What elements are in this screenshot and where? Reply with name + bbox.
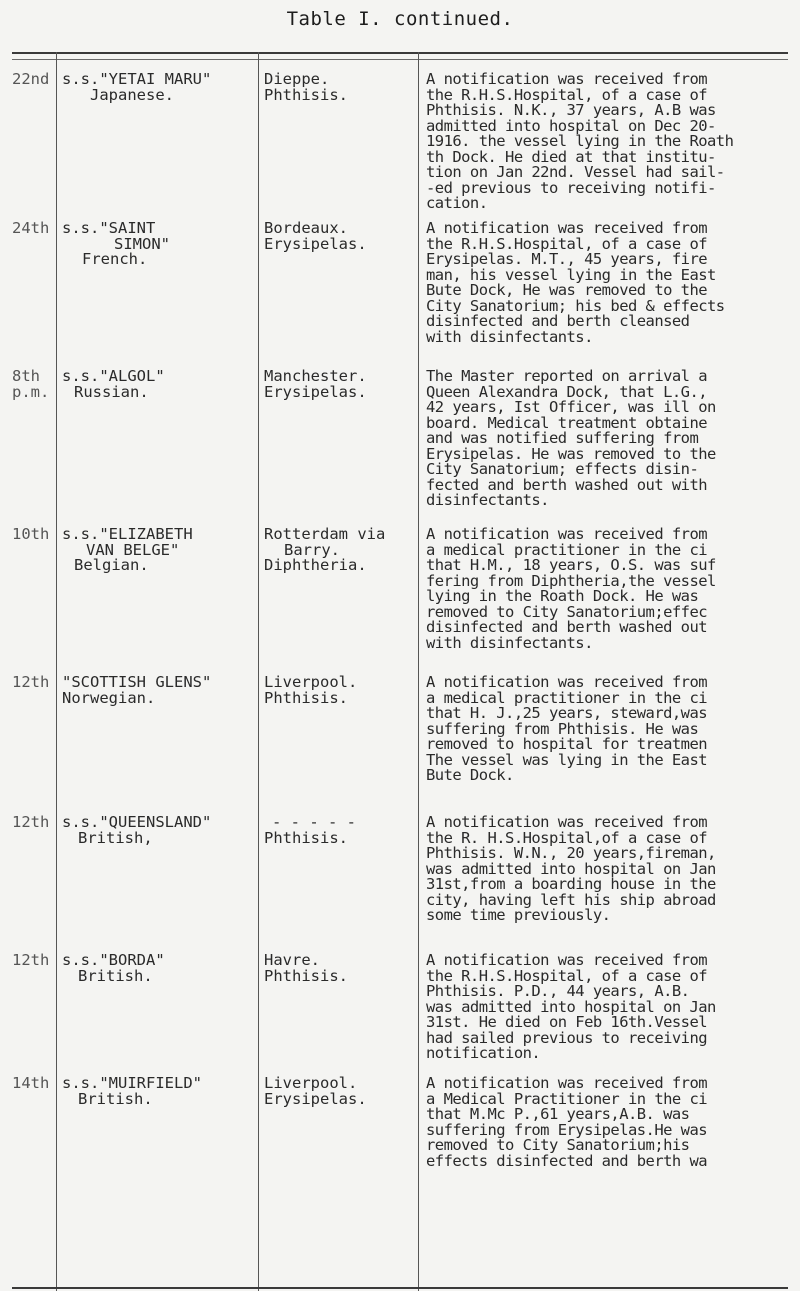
vessel-cell: s.s."YETAI MARU" Japanese. [62, 70, 212, 104]
remarks-cell: A notification was received from the R.H.S.Hospital, of a case of Erysipelas. M.T., 45 years, fire man, his vessel lying in the East Bute Dock, He was removed to the City Sanatorium; his bed & effects disinfected and berth cleansed with disinfectants. [426, 221, 725, 345]
port-disease-cell: Manchester. Erysipelas. [264, 367, 367, 401]
remarks-cell: A notification was received from a medical practitioner in the ci that H. J.,25 years, steward,was suffering from Phthisis. He was removed to hospital for treatmen The vessel was lying in the East Bute Dock. [426, 675, 708, 784]
remarks-cell: A notification was received from a Medical Practitioner in the ci that M.Mc P.,61 years,A.B. was suffering from Erysipelas.He was removed to City Sanatorium;his effects disinfected and berth wa [426, 1076, 708, 1169]
column-divider-port [418, 52, 419, 1291]
vessel-cell: s.s."BORDA" British. [62, 951, 165, 985]
port-disease-cell: Liverpool. Phthisis. [264, 673, 358, 707]
vessel-cell: s.s."MUIRFIELD" British. [62, 1074, 202, 1108]
vessel-cell: s.s."ELIZABETH VAN BELGE" Belgian. [62, 525, 193, 574]
table-top-rule [12, 52, 788, 54]
table-top-rule-2 [12, 59, 788, 60]
remarks-cell: A notification was received from the R. H.S.Hospital,of a case of Phthisis. W.N., 20 years,fireman, was admitted into hospital on Jan 31st,from a boarding house in the city, having left his ship abroad some time previously. [426, 815, 716, 924]
port-disease-cell: Rotterdam via Barry. Diphtheria. [264, 525, 386, 574]
date-cell: 22nd [12, 70, 50, 88]
notification-table [12, 52, 788, 1291]
date-cell: 12th [12, 813, 50, 831]
date-cell: 12th [12, 951, 50, 969]
vessel-cell: s.s."ALGOL" Russian. [62, 367, 165, 401]
remarks-cell: A notification was received from the R.H.S.Hospital, of a case of Phthisis. N.K., 37 years, A.B was admitted into hospital on Dec 20- 1916. the vessel lying in the Roath th Dock. He died at that institu- tion on Jan 22nd. Vessel had sail- -ed previous to receiving notifi- cation. [426, 72, 734, 212]
remarks-cell: The Master reported on arrival a Queen Alexandra Dock, that L.G., 42 years, Ist Officer, was ill on board. Medical treatment obtaine and was notified suffering from Erysipelas. He was removed to the City Sanatorium; effects disin- fected and berth washed out with disinfectants. [426, 369, 716, 509]
remarks-cell: A notification was received from the R.H.S.Hospital, of a case of Phthisis. P.D., 44 years, A.B. was admitted into hospital on Jan 31st. He died on Feb 16th.Vessel had sailed previous to receiving notification. [426, 953, 716, 1062]
date-cell: 14th [12, 1074, 50, 1092]
port-disease-cell: Liverpool. Erysipelas. [264, 1074, 367, 1108]
port-disease-cell: Dieppe. Phthisis. [264, 70, 348, 104]
port-disease-cell: - - - - - Phthisis. [264, 813, 356, 847]
vessel-cell: s.s."QUEENSLAND" British, [62, 813, 212, 847]
page-title: Table I. continued. [286, 8, 514, 30]
remarks-cell: A notification was received from a medical practitioner in the ci that H.M., 18 years, O.S. was suf fering from Diphtheria,the vessel lying in the Roath Dock. He was removed to City Sanatorium;effec disinfected and berth washed out with disinfectants. [426, 527, 716, 651]
date-cell: 10th [12, 525, 50, 543]
date-cell: 8th p.m. [12, 367, 50, 401]
table-bottom-rule [12, 1287, 788, 1289]
column-divider-vessel [258, 52, 259, 1291]
vessel-cell: s.s."SAINT SIMON" French. [62, 219, 170, 268]
date-cell: 24th [12, 219, 50, 237]
date-cell: 12th [12, 673, 50, 691]
vessel-cell: "SCOTTISH GLENS" Norwegian. [62, 673, 212, 707]
port-disease-cell: Bordeaux. Erysipelas. [264, 219, 367, 253]
column-divider-date [56, 52, 57, 1291]
port-disease-cell: Havre. Phthisis. [264, 951, 348, 985]
